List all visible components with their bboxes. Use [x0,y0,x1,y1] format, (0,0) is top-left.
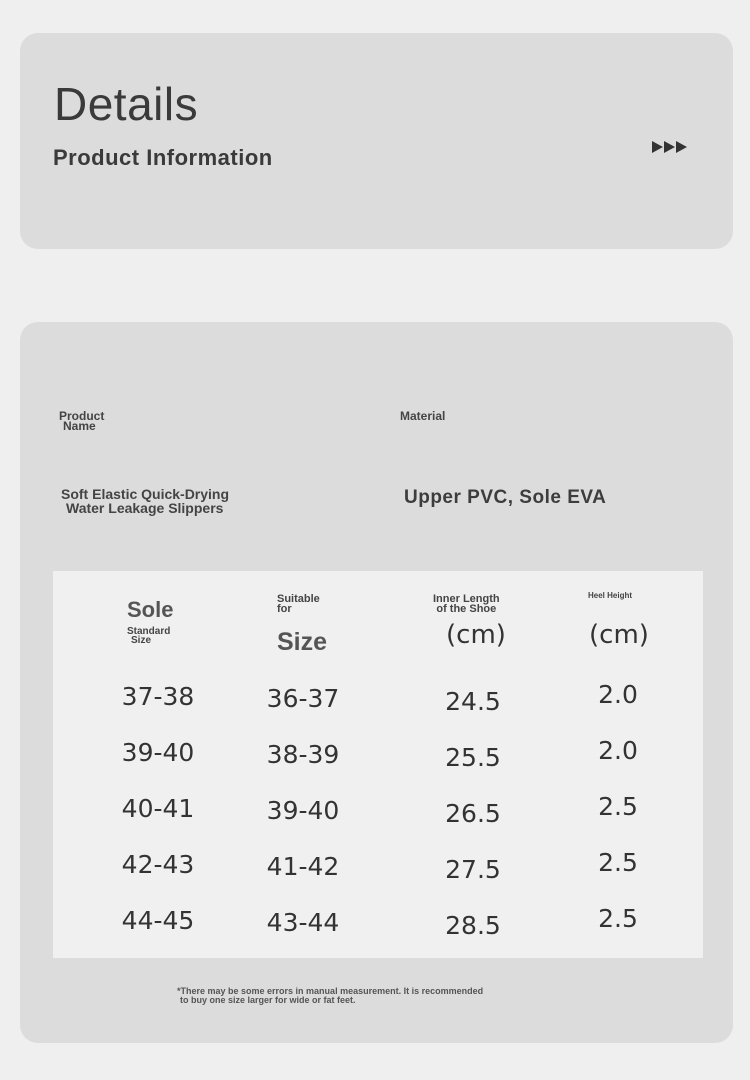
subheader-line: Suitable [277,593,320,605]
sole-subheader [127,627,170,645]
disclaimer-note [177,987,483,1005]
table-cell: 2.0 [598,736,638,765]
table-cell: 41-42 [266,852,340,881]
material-label: Material [400,409,446,423]
table-cell: 42-43 [121,850,195,879]
size-header: Size [277,628,328,656]
table-cell: 24.5 [445,687,501,716]
subheader-line: Standard [127,626,171,637]
table-cell: 2.5 [598,904,638,933]
table-cell: 39-40 [266,796,340,825]
table-cell: 40-41 [121,794,195,823]
value-line: Water Leakage Slippers [66,500,224,516]
size-table [53,571,703,958]
subheader-line: Inner Length [433,593,500,605]
triple-right-arrow-icon [652,139,690,155]
table-cell: 38-39 [266,740,340,769]
table-cell: 25.5 [445,743,501,772]
page-title: Details [54,78,199,130]
table-cell: 2.0 [598,680,638,709]
product-name-label [59,411,104,431]
label-line: Product [59,409,105,423]
spec-card [20,322,733,1043]
heel-height-unit: (cm) [589,620,649,650]
sole-header: Sole [127,597,174,622]
subheader-line: for [277,603,292,615]
table-cell: 26.5 [445,799,501,828]
table-cell: 2.5 [598,848,638,877]
disclaimer-line: to buy one size larger for wide or fat feet. [180,995,356,1005]
product-name-value [61,487,229,515]
table-cell: 27.5 [445,855,501,884]
table-cell: 36-37 [266,684,340,713]
table-cell: 2.5 [598,792,638,821]
inner-length-unit: (cm) [446,620,506,650]
section-heading: Product Information [53,145,273,170]
table-cell: 44-45 [121,906,195,935]
header-card [20,33,733,249]
subheader-line: Size [131,635,152,646]
label-line: Name [63,419,96,433]
disclaimer-line: *There may be some errors in manual measurement. It is recommended [177,986,484,996]
subheader-line: of the Shoe [436,603,497,615]
inner-length-subheader [433,594,500,614]
table-cell: 28.5 [445,911,501,940]
table-cell: 43-44 [266,908,340,937]
material-value: Upper PVC, Sole EVA [404,487,607,508]
table-cell: 37-38 [121,682,195,711]
table-cell: 39-40 [121,738,195,767]
value-line: Soft Elastic Quick-Drying [61,486,230,502]
suitable-subheader [277,594,320,614]
heel-height-subheader: Heel Height [588,591,633,600]
